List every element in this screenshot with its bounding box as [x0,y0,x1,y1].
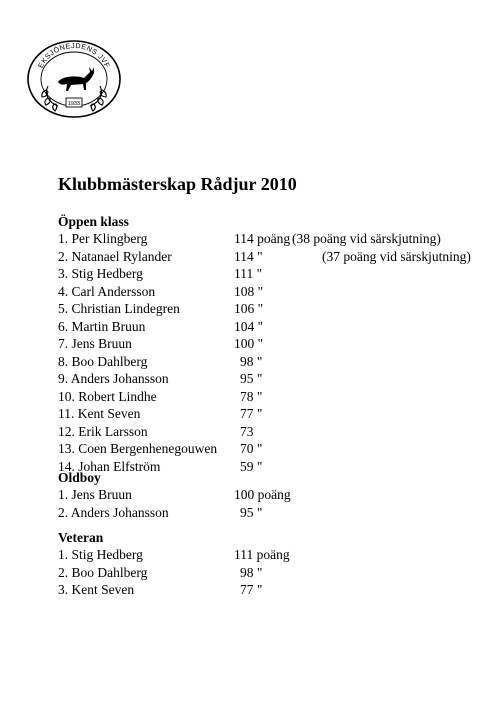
result-row [58,265,263,283]
score: 111 " [234,266,263,281]
competitor-name: 2. Boo Dahlberg [58,564,148,580]
club-logo [26,38,122,118]
score: 95 " [240,371,263,386]
svg-text:EKSJÖNEJDENS JVF [36,41,112,70]
competitor-name: 13. Coen Bergenhenegouwen [58,441,218,456]
score: 70 " [240,441,263,456]
score: 73 [240,423,254,439]
result-row [58,318,264,336]
result-row [58,230,441,248]
section-heading: Oldboy [58,470,101,485]
score: 98 " [240,564,263,580]
score: 95 " [240,504,263,520]
competitor-name: 5. Christian Lindegren [58,301,180,316]
result-row [58,504,263,522]
competitor-name: 9. Anders Johansson [58,371,169,386]
page-title: Klubbmästerskap Rådjur 2010 [58,174,297,194]
section-veteran [58,529,290,599]
score: 77 " [240,406,263,421]
competitor-name: 3. Stig Hedberg [58,266,143,281]
score: 59 " [240,458,263,474]
competitor-name: 12. Erik Larsson [58,423,148,439]
competitor-name: 2. Natanael Rylander [58,248,172,264]
logo-text: EKSJÖNEJDENS JVF [35,40,113,70]
result-row [58,564,263,582]
result-row [58,486,291,504]
score: 98 " [240,353,263,369]
competitor-name: 6. Martin Bruun [58,318,146,334]
club-emblem-icon [26,38,122,118]
competitor-name: 11. Kent Seven [58,406,141,421]
score: 106 " [234,301,264,316]
score: 114 " [234,248,263,264]
score: 100 " [234,336,264,351]
competitor-name: 1. Per Klingberg [58,231,148,246]
result-row [58,405,263,423]
result-row [58,353,263,371]
competitor-name: 10. Robert Lindhe [58,388,157,404]
competitor-name: 1. Jens Bruun [58,487,132,502]
result-row [58,370,263,388]
score: 108 " [234,283,264,299]
score: 114 poäng [234,231,291,246]
competitor-name: 1. Stig Hedberg [58,547,143,562]
result-row [58,283,264,301]
logo-year: 1933 [67,101,81,107]
result-row [58,335,264,353]
result-row [58,248,471,266]
score: 100 poäng [234,487,291,502]
result-row [58,388,263,406]
section-heading: Öppen klass [58,214,129,229]
result-row [58,423,254,441]
competitor-name: 14. Johan Elfström [58,458,161,474]
competitor-name: 2. Anders Johansson [58,504,169,520]
result-row [58,440,263,458]
section-heading: Veteran [58,530,104,545]
tiebreak-note: (38 poäng vid särskjutning) [292,231,441,246]
section-oppen-klass [58,213,471,475]
competitor-name: 7. Jens Bruun [58,336,132,351]
result-row [58,546,290,564]
competitor-name: 8. Boo Dahlberg [58,353,148,369]
tiebreak-note: (37 poäng vid särskjutning) [322,248,471,264]
result-row [58,300,264,318]
score: 104 " [234,318,264,334]
score: 77 " [240,582,263,597]
competitor-name: 4. Carl Andersson [58,283,156,299]
competitor-name: 3. Kent Seven [58,582,135,597]
score: 111 poäng [234,547,290,562]
section-oldboy [58,469,291,521]
score: 78 " [240,388,263,404]
result-row [58,581,263,599]
